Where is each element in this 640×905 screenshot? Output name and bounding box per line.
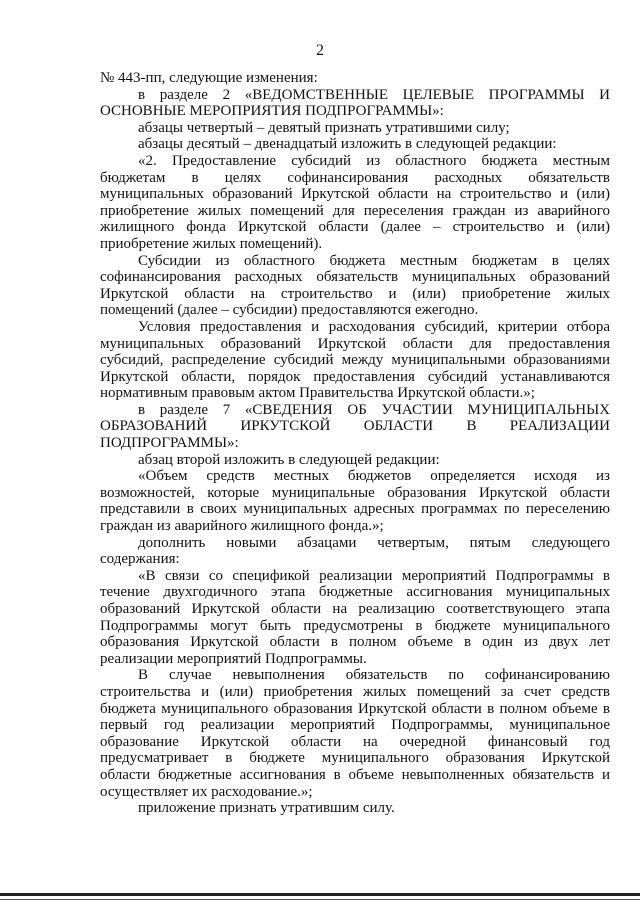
text-line: Иркутской области, порядок предоставления субсидий устанавливаются bbox=[100, 368, 610, 385]
text-line: приложение признать утратившим силу. bbox=[138, 800, 395, 817]
page-bottom-border-thin bbox=[0, 899, 640, 900]
text-line: бюджетам в целях софинансирования расходных обязательств bbox=[100, 169, 610, 186]
text-line: Подпрограммы могут быть предусмотрены в бюджете муниципального bbox=[100, 617, 610, 634]
text-line: в разделе 2 «ВЕДОМСТВЕННЫЕ ЦЕЛЕВЫЕ ПРОГРАММЫ И bbox=[138, 86, 610, 103]
text-line: ОБРАЗОВАНИЙ ИРКУТСКОЙ ОБЛАСТИ В РЕАЛИЗАЦИИ bbox=[100, 418, 610, 435]
text-line: осуществляет их расходование.»; bbox=[100, 783, 313, 800]
text-line: помещений (далее – субсидии) предоставляются ежегодно. bbox=[100, 302, 479, 319]
text-line: содержания: bbox=[100, 551, 180, 568]
text-line: реализации мероприятий Подпрограммы. bbox=[100, 650, 367, 667]
text-line: области бюджетные ассигнования в объеме невыполненных обязательств и bbox=[100, 766, 610, 783]
text-line: В случае невыполнения обязательств по софинансированию bbox=[138, 667, 610, 684]
text-line: нормативным правовым актом Правительства Иркутской области.»; bbox=[100, 385, 535, 402]
text-line: муниципальных образований Иркутской области для предоставления bbox=[100, 335, 610, 352]
text-line: в разделе 7 «СВЕДЕНИЯ ОБ УЧАСТИИ МУНИЦИПАЛЬНЫХ bbox=[138, 401, 610, 418]
text-line: «Объем средств местных бюджетов определяется исходя из bbox=[138, 468, 610, 485]
text-line: абзац второй изложить в следующей редакции: bbox=[138, 451, 440, 468]
text-line: приобретение жилых помещений). bbox=[100, 235, 323, 252]
text-line: приобретение жилых помещений для переселения граждан из аварийного bbox=[100, 202, 610, 219]
text-line: абзацы четвертый – девятый признать утратившими силу; bbox=[138, 119, 510, 136]
text-line: дополнить новыми абзацами четвертым, пятым следующего bbox=[138, 534, 610, 551]
text-line: Иркутской области на строительство и (или) приобретение жилых bbox=[100, 285, 610, 302]
page-bottom-border bbox=[0, 893, 640, 896]
text-line: жилищного фонда Иркутской области (далее – строительство и (или) bbox=[100, 219, 610, 236]
text-line: «В связи со спецификой реализации мероприятий Подпрограммы в bbox=[138, 567, 610, 584]
text-line: представили в своих муниципальных адресных программах по переселению bbox=[100, 501, 610, 518]
text-line: образования Иркутской области в полном объеме в один из двух лет bbox=[100, 634, 610, 651]
text-line: софинансирования расходных обязательств муниципальных образований bbox=[100, 269, 610, 286]
text-line: Условия предоставления и расходования субсидий, критерии отбора bbox=[138, 318, 610, 335]
text-line: первый год реализации мероприятий Подпрограммы, муниципальное bbox=[100, 717, 610, 734]
text-line: возможностей, которые муниципальные образования Иркутской области bbox=[100, 484, 610, 501]
page-number: 2 bbox=[316, 42, 324, 59]
text-line: ПОДПРОГРАММЫ»: bbox=[100, 435, 239, 452]
text-line: субсидий, распределение субсидий между муниципальными образованиями bbox=[100, 352, 610, 369]
text-line: ОСНОВНЫЕ МЕРОПРИЯТИЯ ПОДПРОГРАММЫ»: bbox=[100, 103, 444, 120]
text-line: муниципальных образований Иркутской области на строительство и (или) bbox=[100, 186, 610, 203]
text-line: абзацы десятый – двенадцатый изложить в следующей редакции: bbox=[138, 136, 557, 153]
text-line: бюджета муниципального образования Иркутской области в полном объеме в bbox=[100, 700, 610, 717]
text-line: граждан из аварийного жилищного фонда.»; bbox=[100, 518, 384, 535]
text-line: образование Иркутской области на очередной финансовый год bbox=[100, 733, 610, 750]
text-line: строительства и (или) приобретения жилых помещений за счет средств bbox=[100, 683, 610, 700]
text-line: образований Иркутской области на реализацию соответствующего этапа bbox=[100, 601, 610, 617]
text-line: предусматривает в бюджете муниципального образования Иркутской bbox=[100, 750, 610, 767]
text-line: № 443-пп, следующие изменения: bbox=[100, 70, 318, 86]
text-line: «2. Предоставление субсидий из областного бюджета местным bbox=[138, 152, 610, 169]
text-line: течение двухгодичного этапа бюджетные ассигнования муниципальных bbox=[100, 584, 610, 601]
document-body bbox=[100, 70, 610, 817]
text-line: Субсидии из областного бюджета местным бюджетам в целях bbox=[138, 252, 610, 269]
